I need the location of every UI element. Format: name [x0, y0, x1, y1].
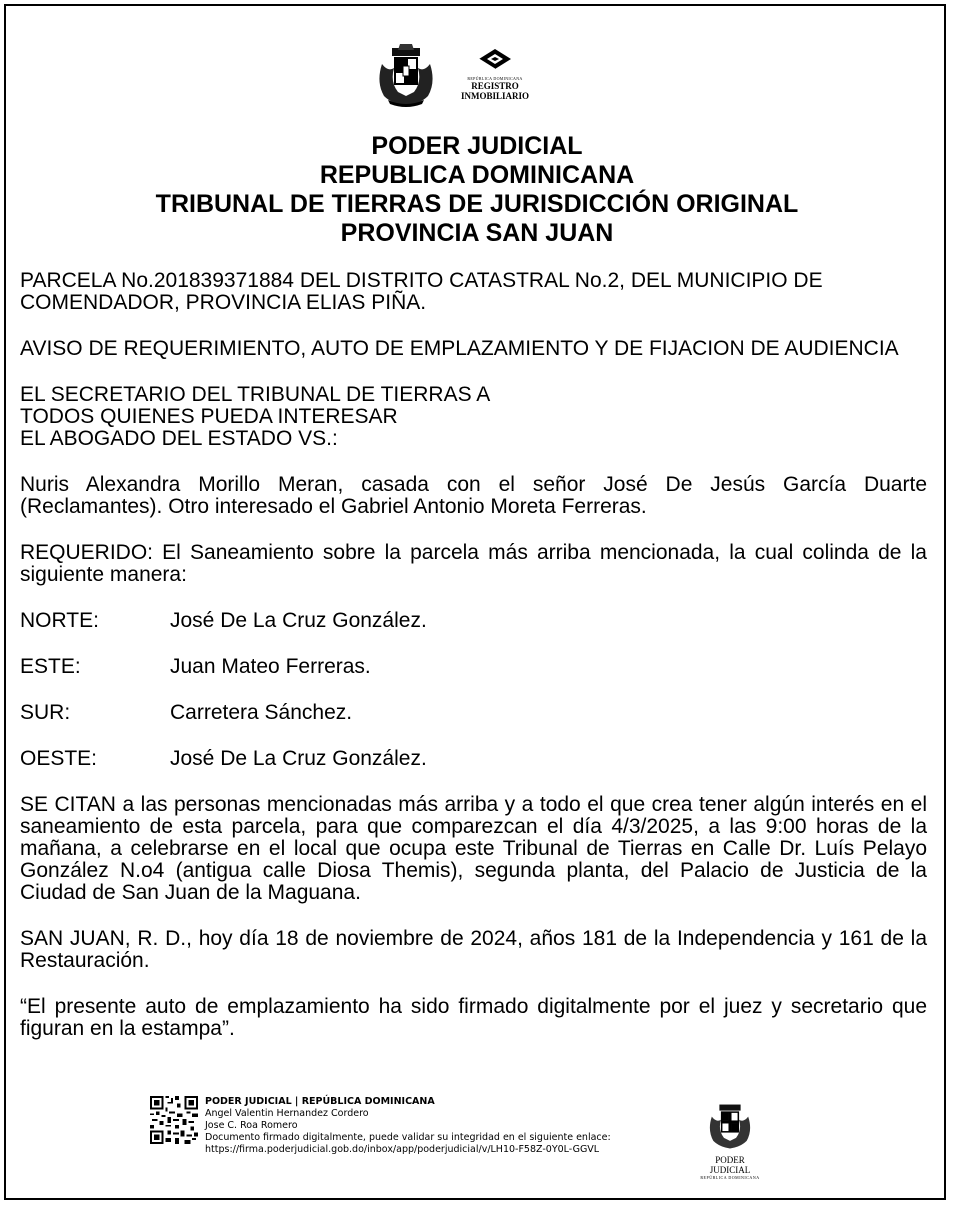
date-paragraph: SAN JUAN, R. D., hoy día 18 de noviembre de 2024, años 181 de la Independencia y 161 de la Restauración. — [20, 927, 927, 972]
boundary-row — [20, 748, 927, 770]
heading-line-4: PROVINCIA SAN JUAN — [340, 219, 614, 247]
boundary-value: Juan Mateo Ferreras. — [170, 655, 371, 678]
coat-of-arms-icon — [374, 42, 438, 108]
signature-note-paragraph: “El presente auto de emplazamiento ha sido firmado digitalmente por el juez y secretario que figuran en la estampa”. — [20, 995, 927, 1040]
boundary-row — [20, 656, 927, 678]
heading-line-2: REPUBLICA DOMINICANA — [319, 161, 635, 189]
signature-text — [205, 1096, 611, 1156]
requerido-paragraph: REQUERIDO: El Saneamiento sobre la parcela más arriba mencionada, la cual colinda de la siguiente manera: — [20, 541, 927, 586]
header-logos — [0, 42, 954, 112]
signature-judge: Angel Valentin Hernandez Cordero — [205, 1108, 369, 1119]
signature-note: Documento firmado digitalmente, puede validar su integridad en el siguiente enlace: — [205, 1132, 611, 1143]
addressees — [20, 384, 927, 450]
qr-code-icon[interactable] — [150, 1096, 198, 1144]
boundary-label: SUR: — [20, 701, 71, 724]
boundary-label: OESTE: — [20, 747, 98, 770]
signature-secretary: Jose C. Roa Romero — [205, 1120, 298, 1131]
boundary-row — [20, 610, 927, 632]
ri-country: REPÚBLICA DOMINICANA — [467, 76, 523, 81]
boundary-value: José De La Cruz González. — [170, 747, 427, 770]
document-heading — [0, 132, 954, 248]
poder-judicial-seal — [698, 1100, 762, 1180]
seal-subtitle: REPÚBLICA DOMINICANA — [700, 1175, 760, 1180]
boundary-row — [20, 702, 927, 724]
document-body — [20, 270, 927, 1040]
diamond-icon — [475, 48, 515, 74]
citan-paragraph: SE CITAN a las personas mencionadas más arriba y a todo el que crea tener algún interés en el saneamiento de esta parcela, para que comparezcan el día 4/3/2025, a las 9:00 horas de la mañana, a celebrarse en el local que ocupa este Tribunal de Tierras en Calle Dr. Luís Pelayo González N.o4 (antigua calle Diosa Themis), segunda planta, del Palacio de Justicia de la Ciudad de San Juan de la Maguana. — [20, 793, 927, 904]
boundary-label: NORTE: — [20, 609, 99, 632]
heading-line-3: TRIBUNAL DE TIERRAS DE JURISDICCIÓN ORIGINAL — [155, 190, 799, 218]
parcela-paragraph: PARCELA No.201839371884 DEL DISTRITO CATASTRAL No.2, DEL MUNICIPIO DE COMENDADOR, PROVINCIA ELIAS PIÑA. — [20, 269, 823, 314]
aviso-paragraph: AVISO DE REQUERIMIENTO, AUTO DE EMPLAZAMIENTO Y DE FIJACION DE AUDIENCIA — [20, 337, 899, 360]
addressee-line-1: EL SECRETARIO DEL TRIBUNAL DE TIERRAS A — [20, 383, 491, 406]
addressee-line-3: EL ABOGADO DEL ESTADO VS.: — [20, 427, 338, 450]
boundaries-list — [20, 610, 927, 770]
boundary-value: José De La Cruz González. — [170, 609, 427, 632]
parties-paragraph: Nuris Alexandra Morillo Meran, casada con el señor José De Jesús García Duarte (Reclamantes). Otro interesado el Gabriel Antonio Moreta Ferreras. — [20, 473, 927, 518]
seal-coat-of-arms-icon — [703, 1100, 757, 1150]
seal-title: PODER JUDICIAL — [709, 1155, 751, 1175]
signature-link[interactable]: https://firma.poderjudicial.gob.do/inbox/app/poderjudicial/v/LH10-F58Z-0Y0L-GGVL — [205, 1144, 600, 1155]
addressee-line-2: TODOS QUIENES PUEDA INTERESAR — [20, 405, 398, 428]
boundary-value: Carretera Sánchez. — [170, 701, 353, 724]
ri-line2: INMOBILIARIO — [460, 91, 529, 101]
ri-line1: REGISTRO — [471, 81, 519, 91]
boundary-label: ESTE: — [20, 655, 81, 678]
signature-header: PODER JUDICIAL | REPÚBLICA DOMINICANA — [205, 1096, 435, 1107]
registro-inmobiliario-logo — [452, 48, 538, 108]
heading-line-1: PODER JUDICIAL — [371, 132, 583, 160]
